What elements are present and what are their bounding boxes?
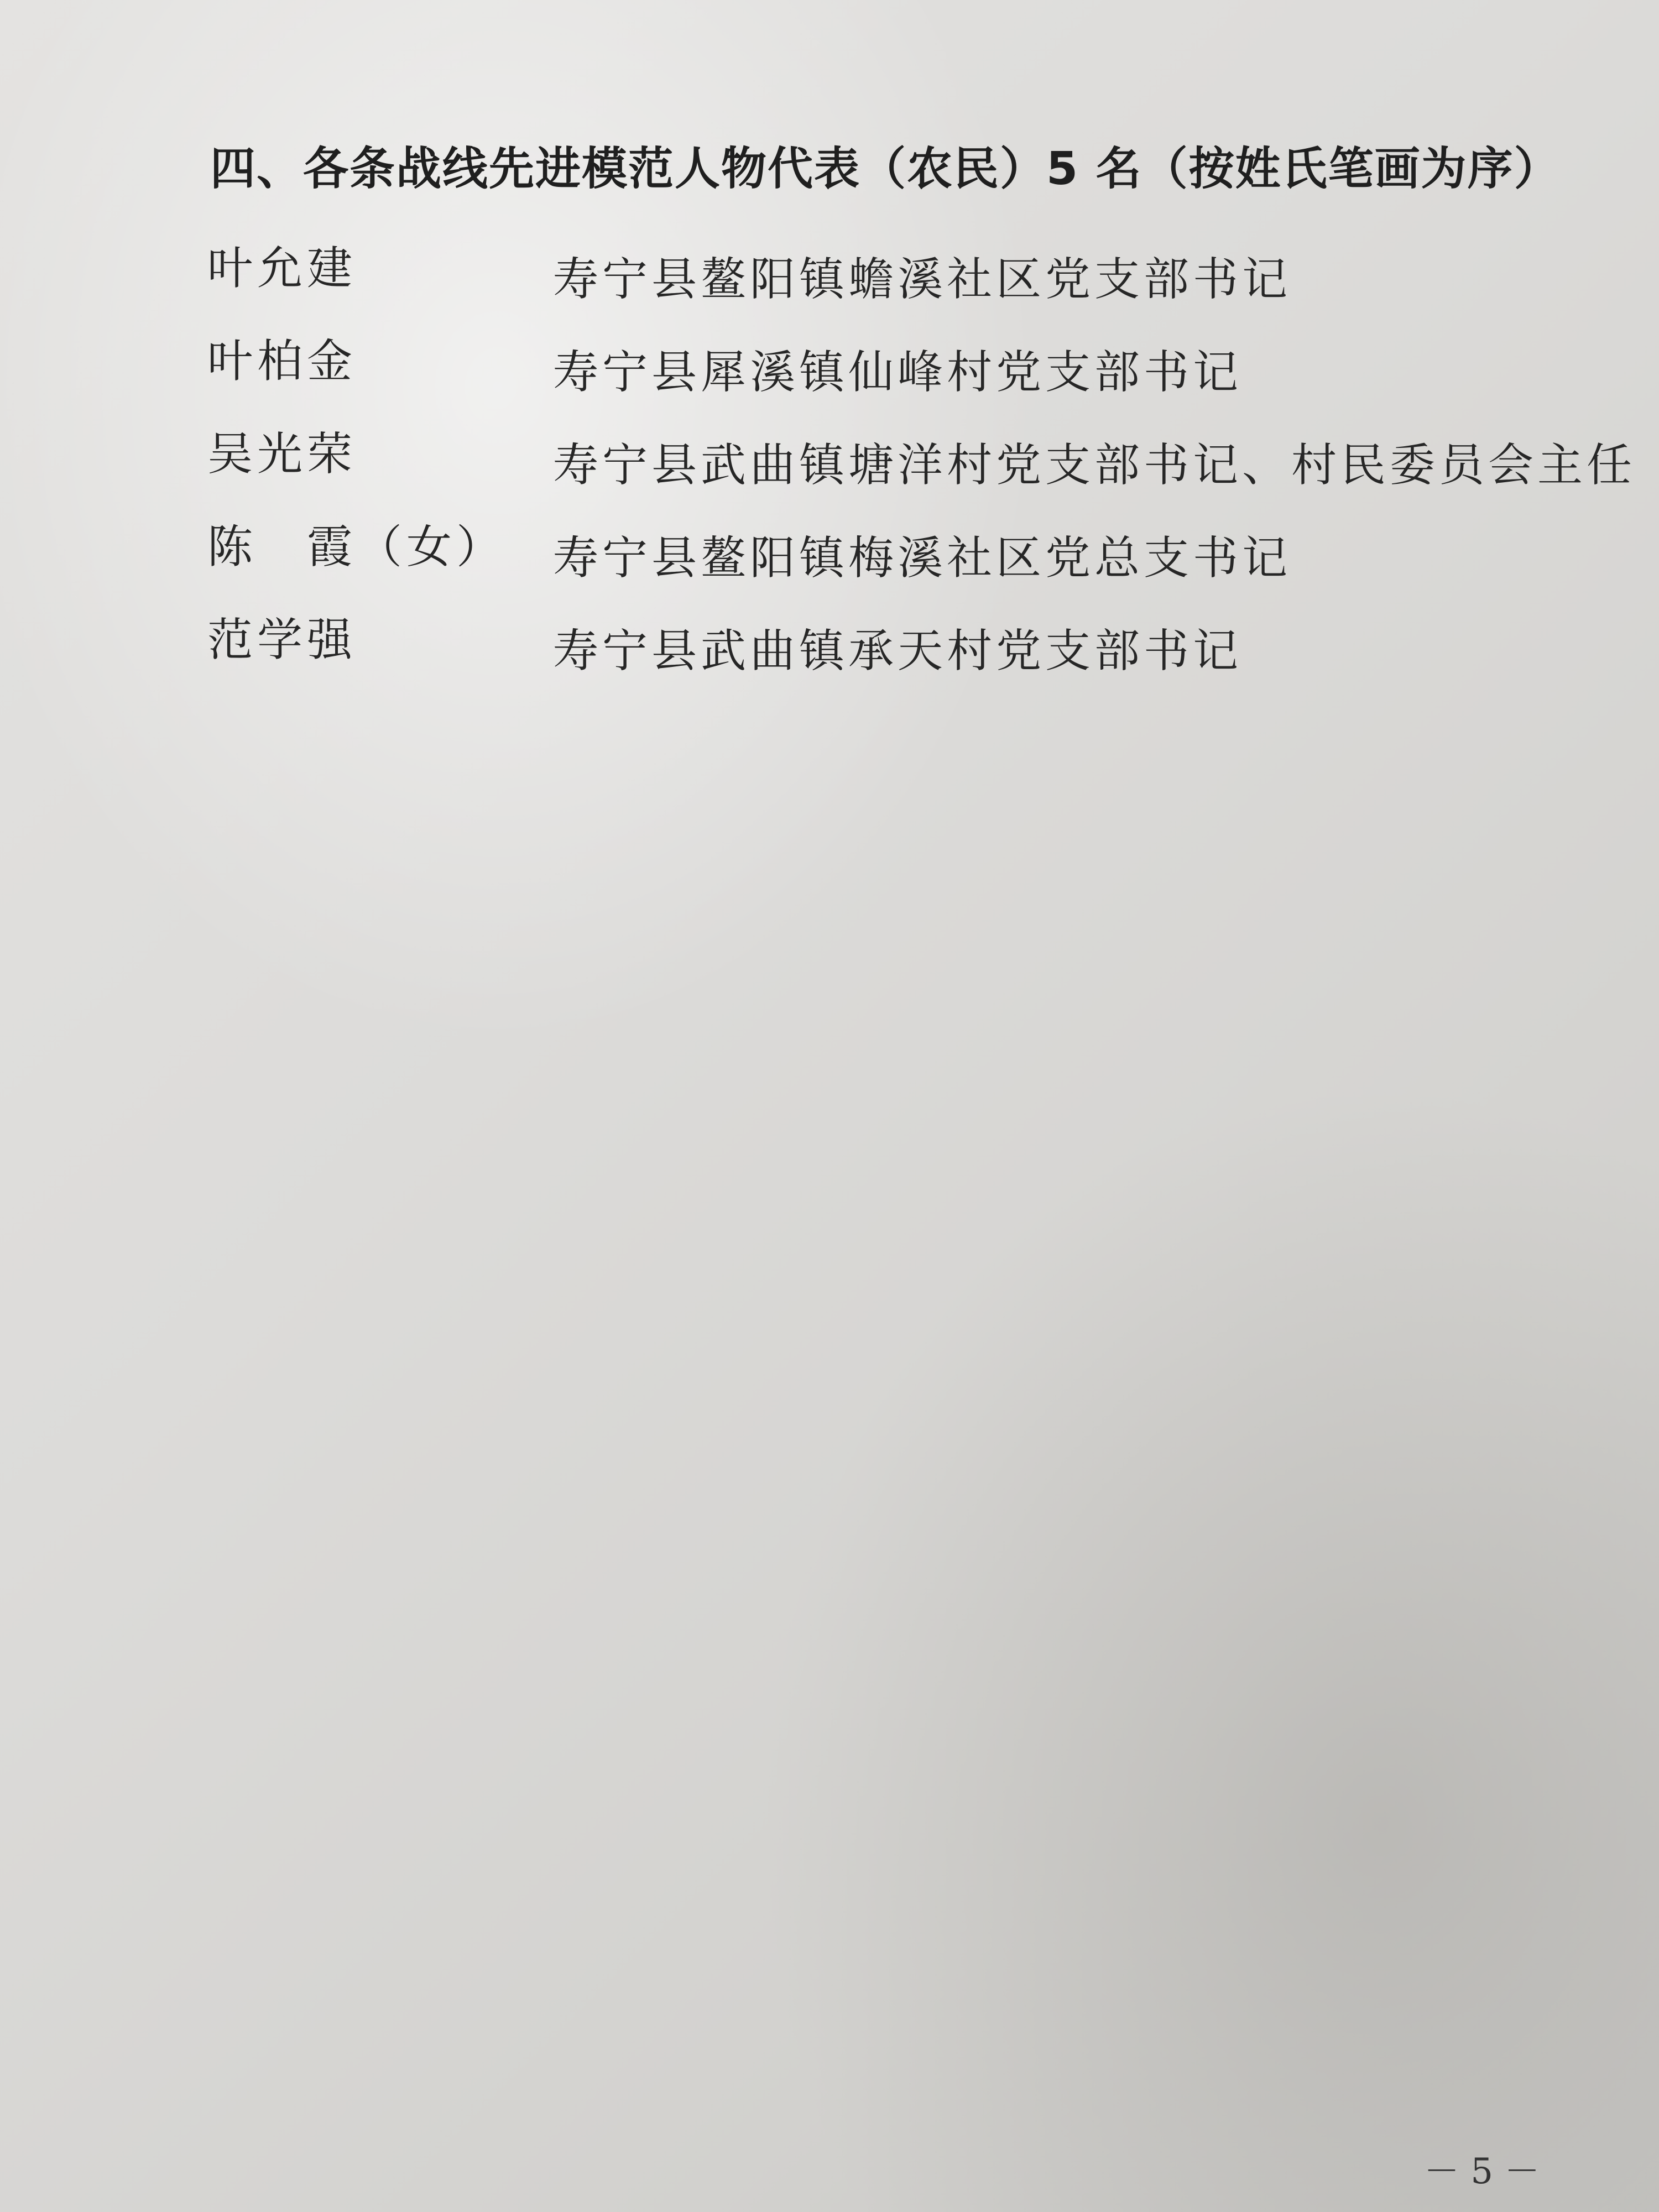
person-name: 叶柏金 [207,335,357,388]
person-role: 寿宁县犀溪镇仙峰村党支部书记 [553,346,1243,399]
person-role: 寿宁县武曲镇塘洋村党支部书记、村民委员会主任 [553,439,1636,492]
page-number: － 5 － [1424,2151,1540,2192]
person-role: 寿宁县鳌阳镇梅溪社区党总支书记 [553,532,1292,585]
list-item [207,418,1636,511]
list-item [207,604,1590,697]
person-name: 叶允建 [207,242,357,295]
person-role: 寿宁县鳌阳镇蟾溪社区党支部书记 [553,253,1292,306]
section-heading: 四、各条战线先进模范人物代表（农民）5 名（按姓氏笔画为序） [210,143,1561,195]
person-name: 吴光荣 [207,428,357,481]
list-item [207,232,1590,325]
person-name: 陈 霞（女） [207,521,507,573]
representative-list [207,232,1636,697]
person-role: 寿宁县武曲镇承天村党支部书记 [553,625,1243,677]
list-item [207,325,1590,418]
list-item [207,511,1590,604]
person-name: 范学强 [207,614,357,666]
